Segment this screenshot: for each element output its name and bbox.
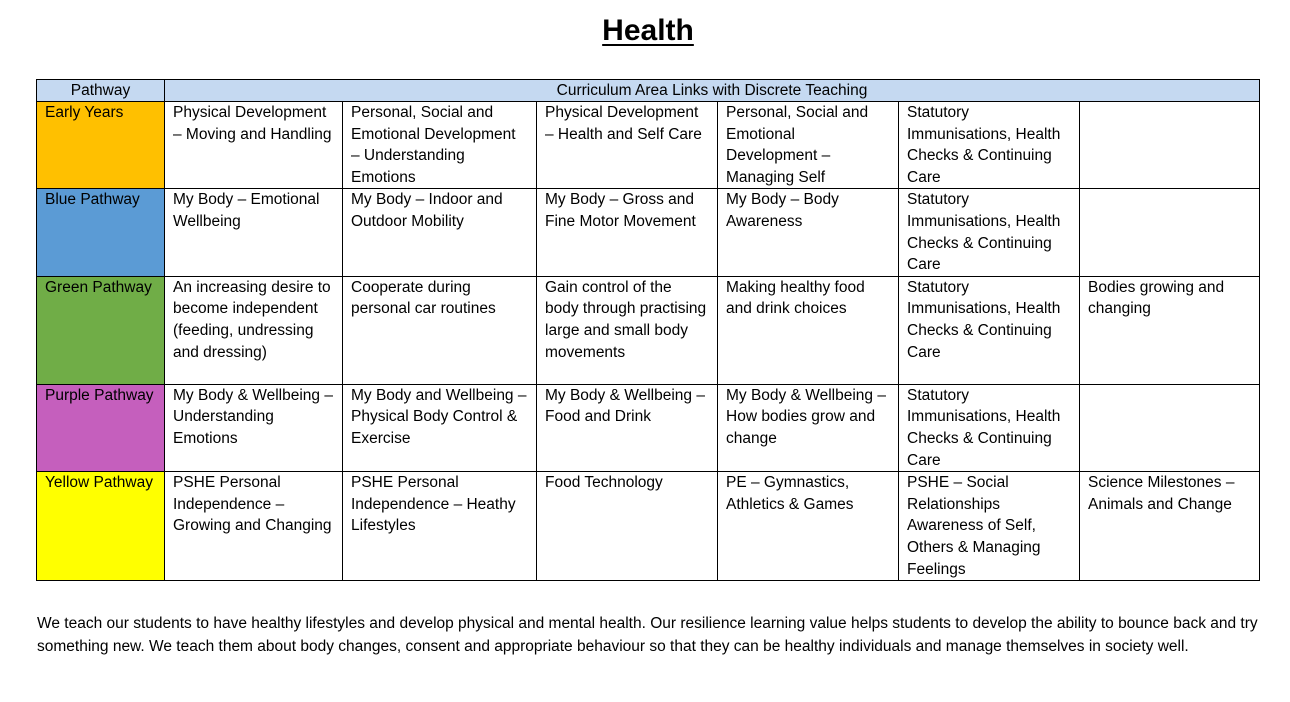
table-cell: Statutory Immunisations, Health Checks & Continuing Care [899, 384, 1080, 471]
table-cell: My Body – Indoor and Outdoor Mobility [343, 189, 537, 276]
header-curriculum-links: Curriculum Area Links with Discrete Teaching [165, 80, 1260, 102]
table-cell [1080, 102, 1260, 189]
table-cell: Statutory Immunisations, Health Checks & Continuing Care [899, 276, 1080, 384]
table-cell: PSHE Personal Independence – Heathy Lifestyles [343, 472, 537, 581]
table-cell: Making healthy food and drink choices [718, 276, 899, 384]
pathway-cell-blue: Blue Pathway [37, 189, 165, 276]
table-cell: An increasing desire to become independent (feeding, undressing and dressing) [165, 276, 343, 384]
table-cell [1080, 384, 1260, 471]
table-header-row [37, 80, 1260, 102]
table-cell: Physical Development – Moving and Handling [165, 102, 343, 189]
table-cell: My Body – Gross and Fine Motor Movement [537, 189, 718, 276]
table-cell: Food Technology [537, 472, 718, 581]
pathway-cell-early-years: Early Years [37, 102, 165, 189]
table-cell: PE – Gymnastics, Athletics & Games [718, 472, 899, 581]
table-cell: PSHE Personal Independence – Growing and Changing [165, 472, 343, 581]
table-row-green-pathway [37, 276, 1260, 384]
table-cell: My Body & Wellbeing – How bodies grow and change [718, 384, 899, 471]
page-title: Health [602, 14, 694, 47]
pathway-cell-green: Green Pathway [37, 276, 165, 384]
table-cell [1080, 189, 1260, 276]
header-pathway: Pathway [37, 80, 165, 102]
table-cell: My Body and Wellbeing – Physical Body Control & Exercise [343, 384, 537, 471]
pathway-cell-yellow: Yellow Pathway [37, 472, 165, 581]
table-cell: Personal, Social and Emotional Development – Managing Self [718, 102, 899, 189]
table-cell: Statutory Immunisations, Health Checks & Continuing Care [899, 102, 1080, 189]
table-row-yellow-pathway [37, 472, 1260, 581]
footer-paragraph: We teach our students to have healthy lifestyles and develop physical and mental health. Our resilience learning value helps students to develop the ability to bounce back and try something new. We teach them about body changes, consent and appropriate behaviour so that they can be healthy individuals and manage themselves in society well. [37, 615, 1258, 655]
table-cell: My Body – Body Awareness [718, 189, 899, 276]
table-cell: Bodies growing and changing [1080, 276, 1260, 384]
table-cell: Physical Development – Health and Self Care [537, 102, 718, 189]
table-cell: Gain control of the body through practising large and small body movements [537, 276, 718, 384]
table-cell: Statutory Immunisations, Health Checks & Continuing Care [899, 189, 1080, 276]
table-row-purple-pathway [37, 384, 1260, 471]
table-cell: Science Milestones – Animals and Change [1080, 472, 1260, 581]
pathway-cell-purple: Purple Pathway [37, 384, 165, 471]
table-row-early-years [37, 102, 1260, 189]
table-cell: Cooperate during personal car routines [343, 276, 537, 384]
table-cell: My Body – Emotional Wellbeing [165, 189, 343, 276]
table-cell: PSHE – Social Relationships Awareness of Self, Others & Managing Feelings [899, 472, 1080, 581]
curriculum-table [36, 79, 1260, 581]
table-cell: My Body & Wellbeing – Understanding Emotions [165, 384, 343, 471]
table-cell: My Body & Wellbeing – Food and Drink [537, 384, 718, 471]
table-cell: Personal, Social and Emotional Development – Understanding Emotions [343, 102, 537, 189]
table-row-blue-pathway [37, 189, 1260, 276]
